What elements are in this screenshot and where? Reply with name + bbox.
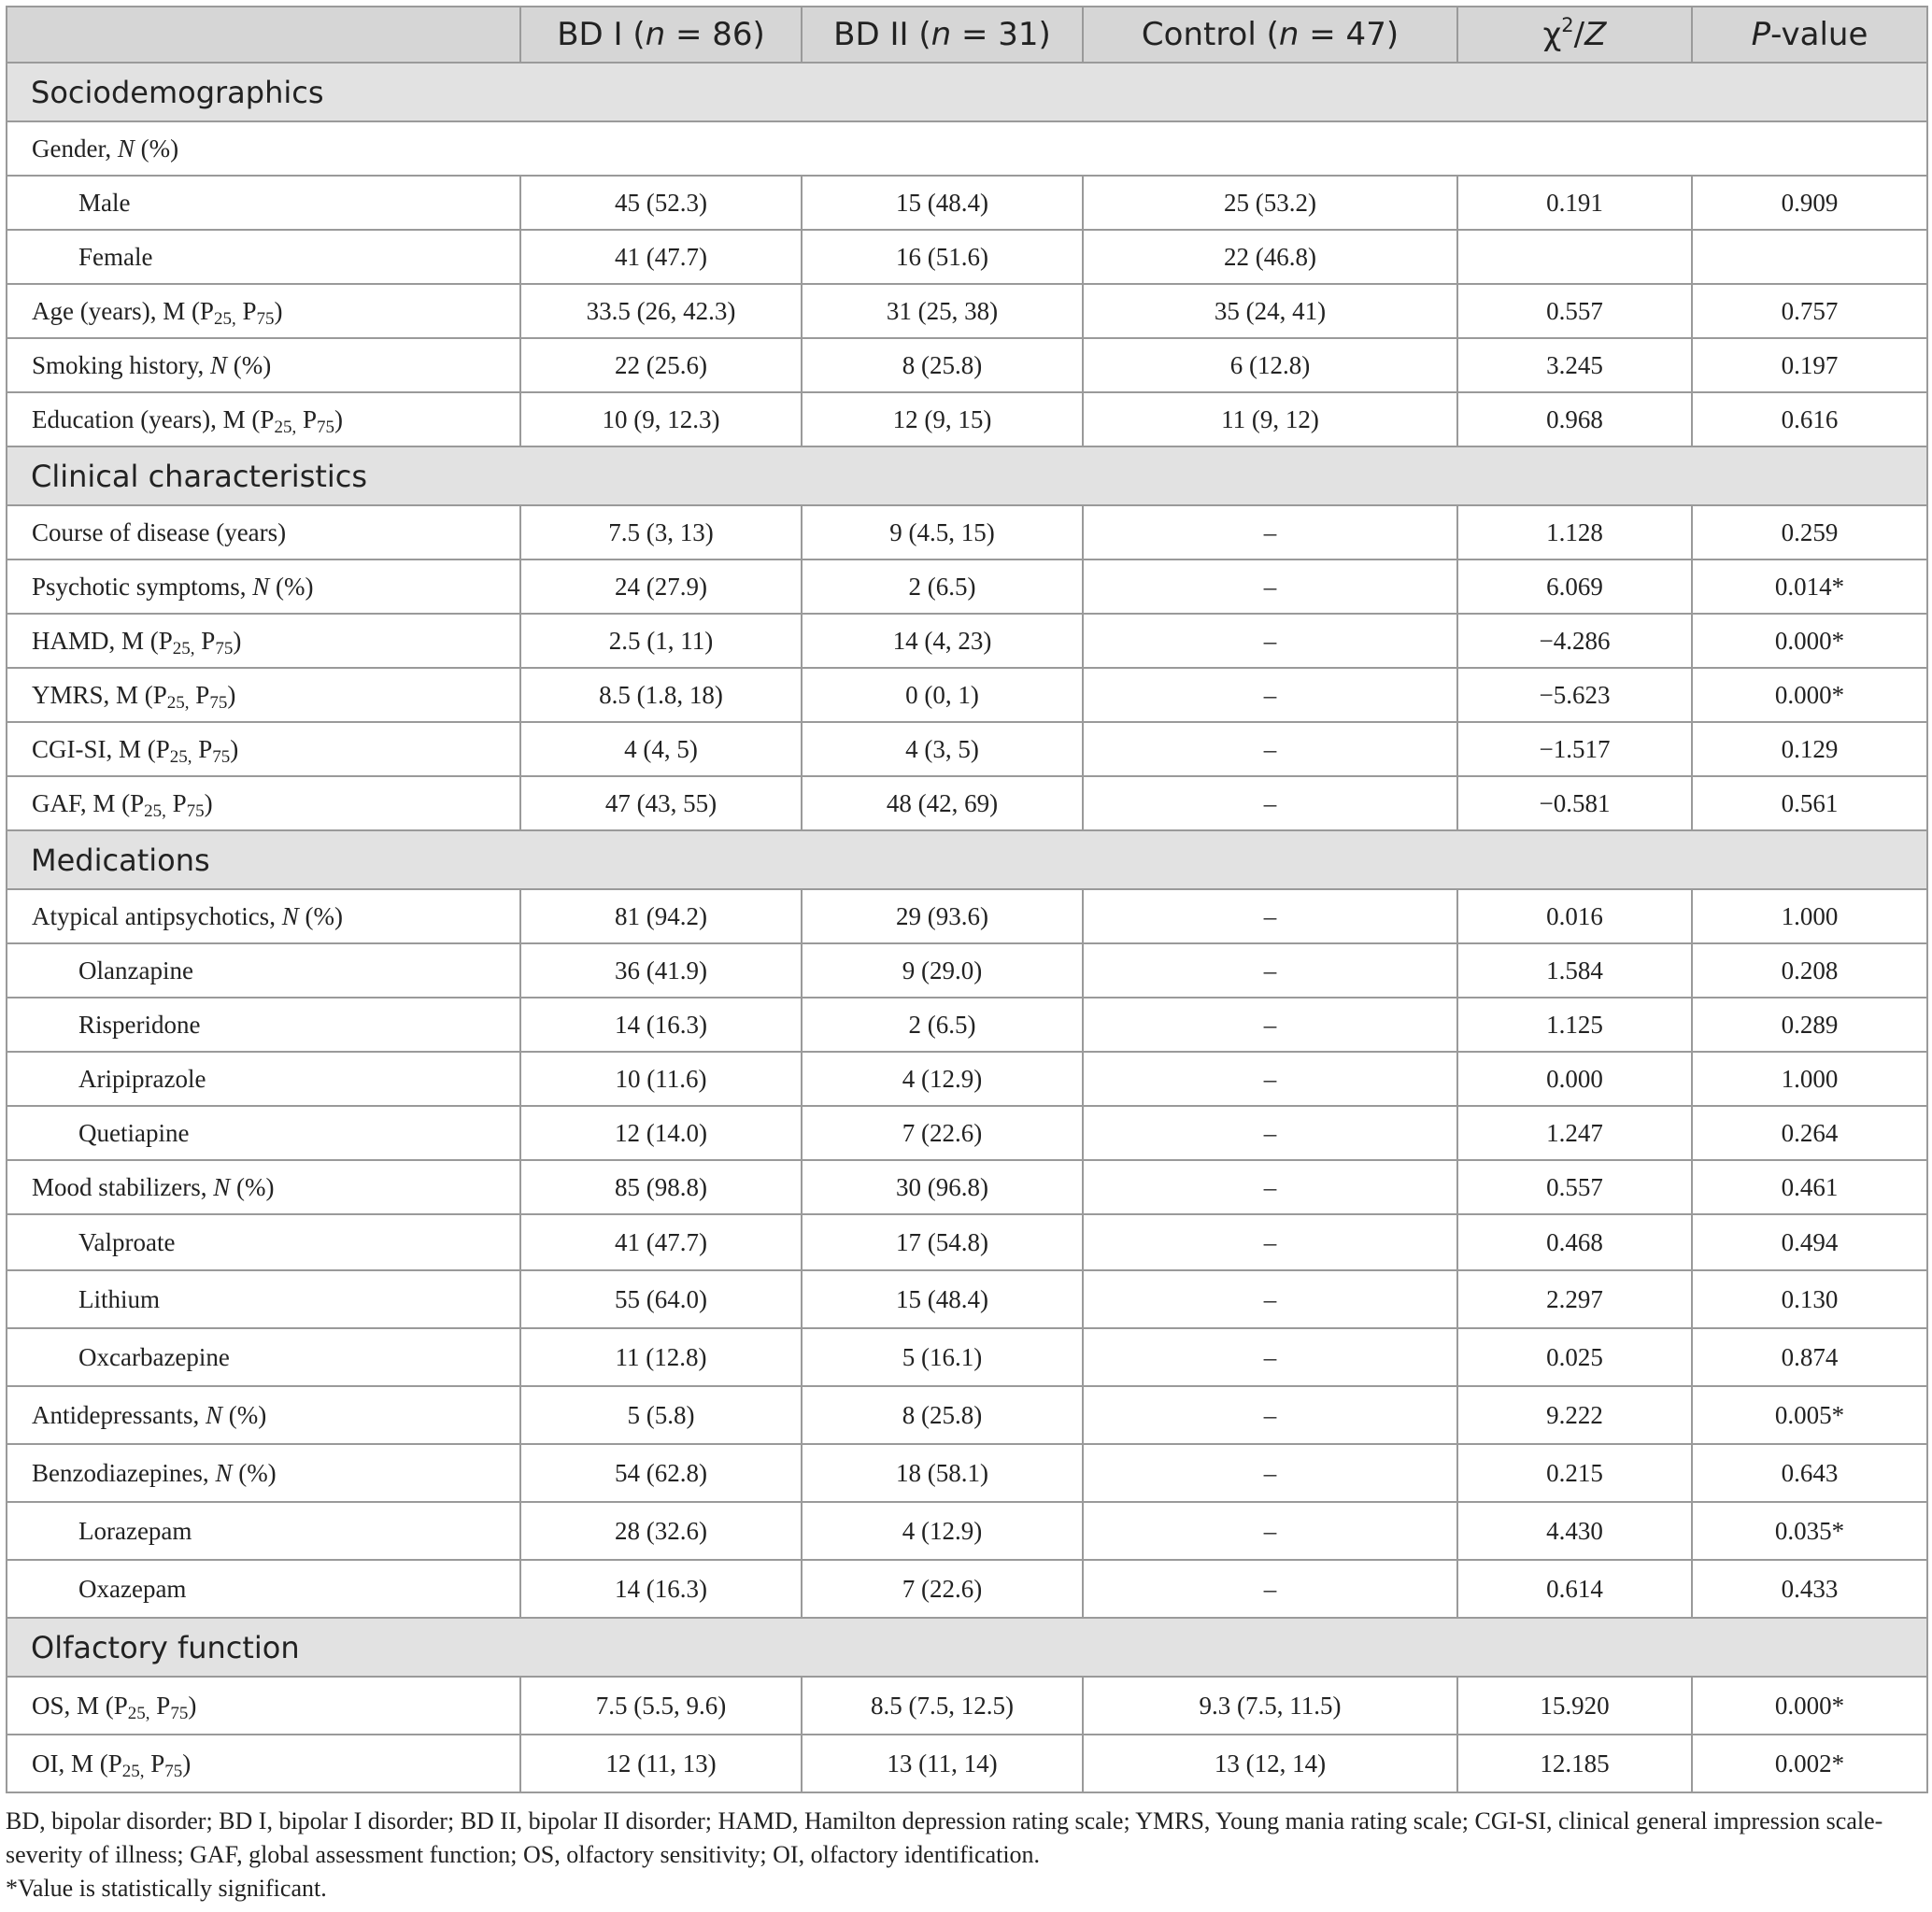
row-label: Oxazepam [7, 1560, 520, 1618]
cell-bd1: 41 (47.7) [520, 1214, 802, 1270]
cell-bd2: 9 (29.0) [802, 943, 1083, 998]
cell-control: – [1083, 1270, 1457, 1328]
header-control: Control (n = 47) [1083, 7, 1457, 63]
cell-p-value: 0.561 [1692, 776, 1927, 830]
cell-p-value: 0.000* [1692, 1677, 1927, 1735]
row-label: Risperidone [7, 998, 520, 1052]
header-row [7, 7, 1927, 63]
cell-bd1: 41 (47.7) [520, 230, 802, 284]
cell-control: – [1083, 505, 1457, 559]
table-row [7, 121, 1927, 176]
cell-bd2: 2 (6.5) [802, 998, 1083, 1052]
cell-control: – [1083, 1106, 1457, 1160]
cell-statistic: 0.614 [1457, 1560, 1692, 1618]
cell-control: – [1083, 1560, 1457, 1618]
table-row [7, 1560, 1927, 1618]
row-label: Oxcarbazepine [7, 1328, 520, 1386]
baseline-characteristics-table [6, 6, 1928, 1793]
row-label: Lorazepam [7, 1502, 520, 1560]
cell-bd1: 7.5 (5.5, 9.6) [520, 1677, 802, 1735]
header-blank-cell [7, 7, 520, 63]
cell-p-value: 0.000* [1692, 614, 1927, 668]
table-row [7, 943, 1927, 998]
cell-control: 25 (53.2) [1083, 176, 1457, 230]
cell-bd1: 12 (14.0) [520, 1106, 802, 1160]
row-label: Olanzapine [7, 943, 520, 998]
row-label: Course of disease (years) [7, 505, 520, 559]
row-label: YMRS, M ($P_{25,}$ $P_{75}$) [7, 668, 520, 722]
cell-statistic: 0.016 [1457, 889, 1692, 943]
cell-bd1: 5 (5.8) [520, 1386, 802, 1444]
cell-statistic: 6.069 [1457, 559, 1692, 614]
cell-bd1: 45 (52.3) [520, 176, 802, 230]
cell-control: 13 (12, 14) [1083, 1735, 1457, 1792]
cell-bd2: 30 (96.8) [802, 1160, 1083, 1214]
cell-statistic: 0.191 [1457, 176, 1692, 230]
cell-statistic: 9.222 [1457, 1386, 1692, 1444]
cell-bd1: 2.5 (1, 11) [520, 614, 802, 668]
section-title: Sociodemographics [7, 63, 1927, 121]
row-label: HAMD, M ($P_{25,}$ $P_{75}$) [7, 614, 520, 668]
cell-bd2: 9 (4.5, 15) [802, 505, 1083, 559]
cell-control: – [1083, 889, 1457, 943]
cell-statistic: 1.247 [1457, 1106, 1692, 1160]
row-label: Male [7, 176, 520, 230]
cell-bd1: 10 (11.6) [520, 1052, 802, 1106]
section-sociodemographics [7, 63, 1927, 121]
cell-p-value: 0.909 [1692, 176, 1927, 230]
cell-bd2: 15 (48.4) [802, 1270, 1083, 1328]
cell-control: – [1083, 559, 1457, 614]
cell-bd1: 28 (32.6) [520, 1502, 802, 1560]
cell-control: 9.3 (7.5, 11.5) [1083, 1677, 1457, 1735]
cell-control: 6 (12.8) [1083, 338, 1457, 392]
cell-control: – [1083, 1386, 1457, 1444]
cell-bd1: 8.5 (1.8, 18) [520, 668, 802, 722]
cell-p-value: 0.005* [1692, 1386, 1927, 1444]
cell-bd1: 36 (41.9) [520, 943, 802, 998]
table-wrapper [6, 6, 1926, 1793]
table-row [7, 776, 1927, 830]
cell-p-value: 1.000 [1692, 889, 1927, 943]
cell-bd2: 15 (48.4) [802, 176, 1083, 230]
table-row [7, 1677, 1927, 1735]
cell-p-value: 0.197 [1692, 338, 1927, 392]
cell-control: 35 (24, 41) [1083, 284, 1457, 338]
row-label: Atypical antipsychotics, N (%) [7, 889, 520, 943]
cell-p-value: 0.014* [1692, 559, 1927, 614]
cell-p-value: 0.757 [1692, 284, 1927, 338]
cell-bd1: 7.5 (3, 13) [520, 505, 802, 559]
cell-statistic [1457, 230, 1692, 284]
table-row [7, 1052, 1927, 1106]
cell-bd2: 18 (58.1) [802, 1444, 1083, 1502]
cell-control: – [1083, 1502, 1457, 1560]
cell-statistic: 0.215 [1457, 1444, 1692, 1502]
cell-p-value: 0.494 [1692, 1214, 1927, 1270]
cell-control: – [1083, 1052, 1457, 1106]
cell-statistic: 0.468 [1457, 1214, 1692, 1270]
header-bd1: BD I (n = 86) [520, 7, 802, 63]
section-title: Medications [7, 830, 1927, 889]
cell-p-value: 0.000* [1692, 668, 1927, 722]
row-label: Smoking history, N (%) [7, 338, 520, 392]
cell-control: – [1083, 668, 1457, 722]
cell-control: – [1083, 1160, 1457, 1214]
cell-p-value: 0.002* [1692, 1735, 1927, 1792]
row-label: OS, M ($P_{25,}$ $P_{75}$) [7, 1677, 520, 1735]
cell-bd2: 12 (9, 15) [802, 392, 1083, 446]
cell-statistic: −1.517 [1457, 722, 1692, 776]
cell-bd2: 4 (3, 5) [802, 722, 1083, 776]
row-label: OI, M ($P_{25,}$ $P_{75}$) [7, 1735, 520, 1792]
section-title: Olfactory function [7, 1618, 1927, 1677]
row-label: GAF, M ($P_{25,}$ $P_{75}$) [7, 776, 520, 830]
table-row [7, 1502, 1927, 1560]
cell-bd1: 4 (4, 5) [520, 722, 802, 776]
cell-bd2: 13 (11, 14) [802, 1735, 1083, 1792]
cell-p-value: 0.259 [1692, 505, 1927, 559]
cell-bd1: 14 (16.3) [520, 998, 802, 1052]
cell-bd2: 7 (22.6) [802, 1560, 1083, 1618]
cell-statistic: 15.920 [1457, 1677, 1692, 1735]
cell-bd2: 8.5 (7.5, 12.5) [802, 1677, 1083, 1735]
cell-statistic: 0.557 [1457, 1160, 1692, 1214]
cell-bd2: 17 (54.8) [802, 1214, 1083, 1270]
table-row [7, 614, 1927, 668]
table-row [7, 338, 1927, 392]
table-row [7, 559, 1927, 614]
cell-control: – [1083, 1214, 1457, 1270]
cell-bd1: 33.5 (26, 42.3) [520, 284, 802, 338]
cell-control: – [1083, 722, 1457, 776]
cell-statistic: 1.125 [1457, 998, 1692, 1052]
cell-bd1: 47 (43, 55) [520, 776, 802, 830]
row-label: Female [7, 230, 520, 284]
cell-p-value: 0.035* [1692, 1502, 1927, 1560]
header-bd2: BD II (n = 31) [802, 7, 1083, 63]
row-label: Quetiapine [7, 1106, 520, 1160]
cell-bd1: 85 (98.8) [520, 1160, 802, 1214]
header-p-value: P-value [1692, 7, 1927, 63]
cell-bd2: 16 (51.6) [802, 230, 1083, 284]
cell-bd2: 29 (93.6) [802, 889, 1083, 943]
cell-bd2: 8 (25.8) [802, 338, 1083, 392]
cell-statistic: −4.286 [1457, 614, 1692, 668]
row-label: Age (years), M ($P_{25,}$ $P_{75}$) [7, 284, 520, 338]
cell-bd2: 14 (4, 23) [802, 614, 1083, 668]
table-row [7, 1106, 1927, 1160]
table-row [7, 889, 1927, 943]
cell-statistic: −0.581 [1457, 776, 1692, 830]
cell-statistic: −5.623 [1457, 668, 1692, 722]
table-row [7, 1444, 1927, 1502]
table-row [7, 505, 1927, 559]
cell-p-value: 0.264 [1692, 1106, 1927, 1160]
cell-statistic: 12.185 [1457, 1735, 1692, 1792]
cell-statistic: 4.430 [1457, 1502, 1692, 1560]
table-row [7, 998, 1927, 1052]
cell-statistic: 0.557 [1457, 284, 1692, 338]
table-row [7, 722, 1927, 776]
table-row [7, 1386, 1927, 1444]
cell-control: 11 (9, 12) [1083, 392, 1457, 446]
cell-p-value: 0.874 [1692, 1328, 1927, 1386]
row-label: Lithium [7, 1270, 520, 1328]
cell-control: – [1083, 1444, 1457, 1502]
cell-bd1: 22 (25.6) [520, 338, 802, 392]
table-row [7, 1214, 1927, 1270]
row-label: Valproate [7, 1214, 520, 1270]
footnote-abbreviations: BD, bipolar disorder; BD I, bipolar I disorder; BD II, bipolar II disorder; HAMD, Hamilton depression rating scale; YMRS, Young mania rating scale; CGI-SI, clinical general impression scale-severity of illness; GAF, global assessment function; OS, olfactory sensitivity; OI, olfactory identification. [6, 1807, 1883, 1868]
cell-bd2: 4 (12.9) [802, 1502, 1083, 1560]
cell-control: – [1083, 943, 1457, 998]
cell-p-value: 0.289 [1692, 998, 1927, 1052]
cell-p-value: 0.433 [1692, 1560, 1927, 1618]
table-row [7, 1328, 1927, 1386]
cell-bd2: 7 (22.6) [802, 1106, 1083, 1160]
row-label: Benzodiazepines, N (%) [7, 1444, 520, 1502]
cell-control: – [1083, 998, 1457, 1052]
header-statistic: $\chi^2/Z$ [1457, 7, 1692, 63]
cell-bd1: 55 (64.0) [520, 1270, 802, 1328]
cell-bd1: 10 (9, 12.3) [520, 392, 802, 446]
table-row [7, 392, 1927, 446]
cell-statistic: 1.128 [1457, 505, 1692, 559]
cell-bd2: 2 (6.5) [802, 559, 1083, 614]
table-row [7, 176, 1927, 230]
row-label: CGI-SI, M ($P_{25,}$ $P_{75}$) [7, 722, 520, 776]
cell-bd2: 48 (42, 69) [802, 776, 1083, 830]
cell-bd2: 4 (12.9) [802, 1052, 1083, 1106]
row-label: Aripiprazole [7, 1052, 520, 1106]
row-label: Gender, N (%) [7, 121, 1927, 176]
cell-statistic: 2.297 [1457, 1270, 1692, 1328]
cell-statistic: 0.000 [1457, 1052, 1692, 1106]
cell-p-value: 0.643 [1692, 1444, 1927, 1502]
cell-bd2: 31 (25, 38) [802, 284, 1083, 338]
row-label: Antidepressants, N (%) [7, 1386, 520, 1444]
cell-p-value: 0.129 [1692, 722, 1927, 776]
cell-bd2: 8 (25.8) [802, 1386, 1083, 1444]
section-clinical [7, 446, 1927, 505]
row-label: Mood stabilizers, N (%) [7, 1160, 520, 1214]
cell-statistic: 3.245 [1457, 338, 1692, 392]
table-row [7, 284, 1927, 338]
cell-p-value [1692, 230, 1927, 284]
cell-bd1: 24 (27.9) [520, 559, 802, 614]
cell-bd1: 54 (62.8) [520, 1444, 802, 1502]
cell-statistic: 0.968 [1457, 392, 1692, 446]
cell-bd2: 0 (0, 1) [802, 668, 1083, 722]
cell-control: – [1083, 614, 1457, 668]
cell-p-value: 0.461 [1692, 1160, 1927, 1214]
section-olfactory [7, 1618, 1927, 1677]
cell-p-value: 0.208 [1692, 943, 1927, 998]
cell-p-value: 0.616 [1692, 392, 1927, 446]
cell-bd1: 11 (12.8) [520, 1328, 802, 1386]
cell-statistic: 0.025 [1457, 1328, 1692, 1386]
table-row [7, 1735, 1927, 1792]
table-row [7, 668, 1927, 722]
cell-statistic: 1.584 [1457, 943, 1692, 998]
cell-bd1: 81 (94.2) [520, 889, 802, 943]
row-label: Education (years), M ($P_{25,}$ $P_{75}$) [7, 392, 520, 446]
table-row [7, 230, 1927, 284]
cell-p-value: 0.130 [1692, 1270, 1927, 1328]
row-label: Psychotic symptoms, N (%) [7, 559, 520, 614]
cell-control: 22 (46.8) [1083, 230, 1457, 284]
footnote-significance: *Value is statistically significant. [6, 1875, 327, 1902]
cell-control: – [1083, 776, 1457, 830]
cell-bd2: 5 (16.1) [802, 1328, 1083, 1386]
table-row [7, 1270, 1927, 1328]
cell-control: – [1083, 1328, 1457, 1386]
cell-bd1: 12 (11, 13) [520, 1735, 802, 1792]
section-title: Clinical characteristics [7, 446, 1927, 505]
cell-p-value: 1.000 [1692, 1052, 1927, 1106]
section-medications [7, 830, 1927, 889]
table-row [7, 1160, 1927, 1214]
cell-bd1: 14 (16.3) [520, 1560, 802, 1618]
